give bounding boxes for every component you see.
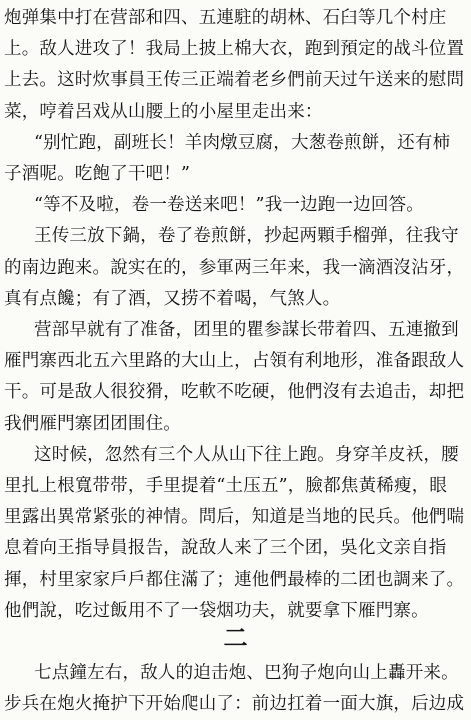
text-line-15: 这时候，忽然有三个人从山下往上跑。身穿羊皮袄，腰 <box>34 444 459 465</box>
text-line-13: 干。可是敌人很狡猾，吃軟不吃硬，他們沒有去追击，却把 <box>4 382 465 403</box>
text-line-11: 营部早就有了准备，团里的瞿参謀长带着四、五連撤到 <box>34 320 459 340</box>
text-line-19: 揮，村里家家戶戶都住滿了；連他們最棒的二团也調来了。 <box>4 569 465 590</box>
text-line-17: 里露出異常紧张的神情。問后，知道是当地的民兵。他們喘 <box>4 507 465 528</box>
text-line-6: 子酒呢。吃飽了干吧！” <box>4 164 191 184</box>
text-line-20: 他們說，吃过飯用不了一袋烟功夫，就要拿下雁門寨。 <box>4 600 429 621</box>
text-line-8: 王传三放下鍋，卷了卷煎餅，抄起两顆手榴弹，往我守 <box>34 226 459 247</box>
text-line-5: “别忙跑，副班长！羊肉燉豆腐，大葱卷煎餅，还有柿 <box>34 132 451 153</box>
text-line-9: 的南边跑来。說实在的，参軍两三年来，我一滴酒沒沾牙， <box>4 257 465 278</box>
text-line-21: 七点鐘左右，敌人的迫击炮、巴狗子炮向山上轟开来。 <box>34 662 459 683</box>
text-line-22: 步兵在炮火掩护下开始爬山了：前边扛着一面大旗，后边成 <box>4 693 465 714</box>
text-line-12: 雁門寨西北五六里路的大山上，占領有利地形，准备跟敌人 <box>4 351 465 372</box>
text-line-10: 真有点饞；有了酒，又捞不着喝，气煞人。 <box>4 288 341 309</box>
text-line-18: 息着向王指导員报告，說敌人来了三个团，吳化文亲自指 <box>4 538 447 559</box>
text-line-4: 菜，哼着呂戏从山腰上的小屋里走出来： <box>4 101 323 122</box>
text-line-1: 炮弹集中打在营部和四、五連駐的胡林、石臼等几个村庄 <box>4 8 447 28</box>
text-line-3: 上去。这时炊事員王传三正端着老乡們前天过午送来的慰問 <box>4 70 465 91</box>
text-line-7: “等不及啦，卷一卷送来吧！”我一边跑一边回答。 <box>34 195 424 216</box>
text-line-2: 上。敌人进攻了！我局上披上棉大衣，跑到預定的战斗位置 <box>4 39 465 60</box>
text-line-16: 里扎上根寬带带，手里提着“土压五”，臉都焦黃稀瘦，眼 <box>4 476 448 496</box>
text-line-14: 我們雁門寨团团围住。 <box>4 413 181 434</box>
section-heading: 二 <box>223 622 248 652</box>
